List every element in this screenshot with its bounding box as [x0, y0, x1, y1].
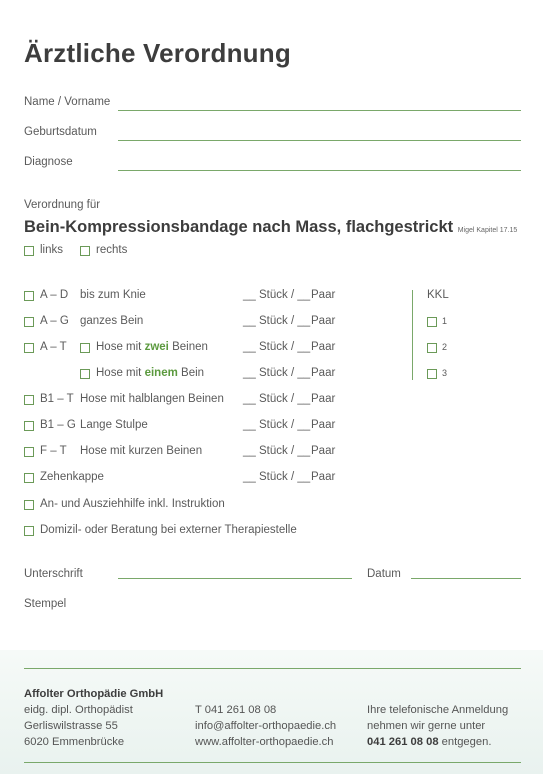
kkl-header: KKL — [427, 289, 449, 301]
page-title: Ärztliche Verordnung — [24, 38, 291, 68]
item-ft-code: F – T — [40, 445, 67, 457]
footer-note-2: nehmen wir gerne unter — [367, 720, 486, 732]
birthdate-field[interactable] — [118, 140, 521, 141]
kkl-1-checkbox[interactable] — [427, 317, 437, 327]
name-field[interactable] — [118, 110, 521, 111]
item-ad-checkbox[interactable] — [24, 291, 34, 301]
footer-role: eidg. dipl. Orthopädist — [24, 704, 133, 716]
item-at-checkbox[interactable] — [24, 343, 34, 353]
item-zehenkappe-paar: Paar — [311, 471, 336, 483]
item-at-einem-desc: Hose mit einem Bein — [96, 367, 205, 379]
extra-anziehhilfe-label: An- und Ausziehhilfe inkl. Instruktion — [40, 498, 225, 510]
item-at-einem-qty[interactable]: __ Stück / __ — [243, 367, 311, 379]
item-ag-code: A – G — [40, 315, 69, 327]
extra-domizil-label: Domizil- oder Beratung bei externer Therapiestelle — [40, 524, 297, 536]
migel-note: Migel Kapitel 17.15 — [457, 227, 518, 234]
kkl-3-label: 3 — [442, 368, 448, 378]
name-label: Name / Vorname — [24, 96, 111, 108]
item-ft-desc: Hose mit kurzen Beinen — [80, 445, 203, 457]
date-label: Datum — [367, 568, 401, 580]
item-ft-checkbox[interactable] — [24, 447, 34, 457]
item-b1g-checkbox[interactable] — [24, 421, 34, 431]
item-at-einem-paar: Paar — [311, 367, 336, 379]
prescription-for-label: Verordnung für — [24, 199, 101, 211]
item-b1t-paar: Paar — [311, 393, 336, 405]
diagnosis-label: Diagnose — [24, 156, 73, 168]
product-name: Bein-Kompressionsbandage nach Mass, flachgestrickt — [24, 218, 454, 236]
item-ft-paar: Paar — [311, 445, 336, 457]
footer-phone: T 041 261 08 08 — [195, 704, 277, 716]
item-ad-desc: bis zum Knie — [80, 289, 146, 301]
item-ad-paar: Paar — [311, 289, 336, 301]
item-zehenkappe-label: Zehenkappe — [40, 471, 104, 483]
extra-domizil-checkbox[interactable] — [24, 526, 34, 536]
item-b1t-qty[interactable]: __ Stück / __ — [243, 393, 311, 405]
item-at-zwei-checkbox[interactable] — [80, 343, 90, 353]
diagnosis-field[interactable] — [118, 170, 521, 171]
item-ag-qty[interactable]: __ Stück / __ — [243, 315, 311, 327]
footer-city: 6020 Emmenbrücke — [24, 736, 125, 748]
item-b1t-desc: Hose mit halblangen Beinen — [80, 393, 224, 405]
footer-web[interactable]: www.affolter-orthopaedie.ch — [195, 736, 334, 748]
footer-note-phone: 041 261 08 08 — [367, 736, 439, 748]
item-ag-checkbox[interactable] — [24, 317, 34, 327]
kkl-2-checkbox[interactable] — [427, 343, 437, 353]
item-ag-desc: ganzes Bein — [80, 315, 144, 327]
footer-note-3: 041 261 08 08 entgegen. — [367, 736, 492, 748]
item-ad-code: A – D — [40, 289, 69, 301]
item-b1g-qty[interactable]: __ Stück / __ — [243, 419, 311, 431]
date-field[interactable] — [411, 578, 521, 579]
product-title — [24, 218, 517, 237]
item-ad-qty[interactable]: __ Stück / __ — [243, 289, 311, 301]
footer-top-rule — [24, 668, 521, 669]
signature-field[interactable] — [118, 578, 352, 579]
kkl-3-checkbox[interactable] — [427, 369, 437, 379]
signature-label: Unterschrift — [24, 568, 83, 580]
footer-note-1: Ihre telefonische Anmeldung — [367, 704, 509, 716]
item-ft-qty[interactable]: __ Stück / __ — [243, 445, 311, 457]
kkl-divider — [412, 290, 413, 380]
item-b1t-code: B1 – T — [40, 393, 74, 405]
item-b1t-checkbox[interactable] — [24, 395, 34, 405]
item-at-zwei-desc: Hose mit zwei Beinen — [96, 341, 208, 353]
item-at-code: A – T — [40, 341, 67, 353]
item-at-zwei-paar: Paar — [311, 341, 336, 353]
footer-bottom-rule — [24, 762, 521, 763]
rechts-label: rechts — [96, 244, 128, 256]
item-b1g-code: B1 – G — [40, 419, 76, 431]
extra-anziehhilfe-checkbox[interactable] — [24, 500, 34, 510]
item-zehenkappe-checkbox[interactable] — [24, 473, 34, 483]
stamp-label: Stempel — [24, 598, 67, 610]
footer-company: Affolter Orthopädie GmbH — [24, 688, 164, 700]
kkl-2-label: 2 — [442, 342, 448, 352]
item-zehenkappe-qty[interactable]: __ Stück / __ — [243, 471, 311, 483]
links-label: links — [40, 244, 64, 256]
item-at-zwei-qty[interactable]: __ Stück / __ — [243, 341, 311, 353]
item-b1g-desc: Lange Stulpe — [80, 419, 148, 431]
footer-street: Gerliswilstrasse 55 — [24, 720, 118, 732]
item-b1g-paar: Paar — [311, 419, 336, 431]
kkl-1-label: 1 — [442, 316, 448, 326]
item-at-einem-checkbox[interactable] — [80, 369, 90, 379]
rechts-checkbox[interactable] — [80, 246, 90, 256]
footer-email[interactable]: info@affolter-orthopaedie.ch — [195, 720, 337, 732]
birthdate-label: Geburtsdatum — [24, 126, 97, 138]
links-checkbox[interactable] — [24, 246, 34, 256]
item-ag-paar: Paar — [311, 315, 336, 327]
